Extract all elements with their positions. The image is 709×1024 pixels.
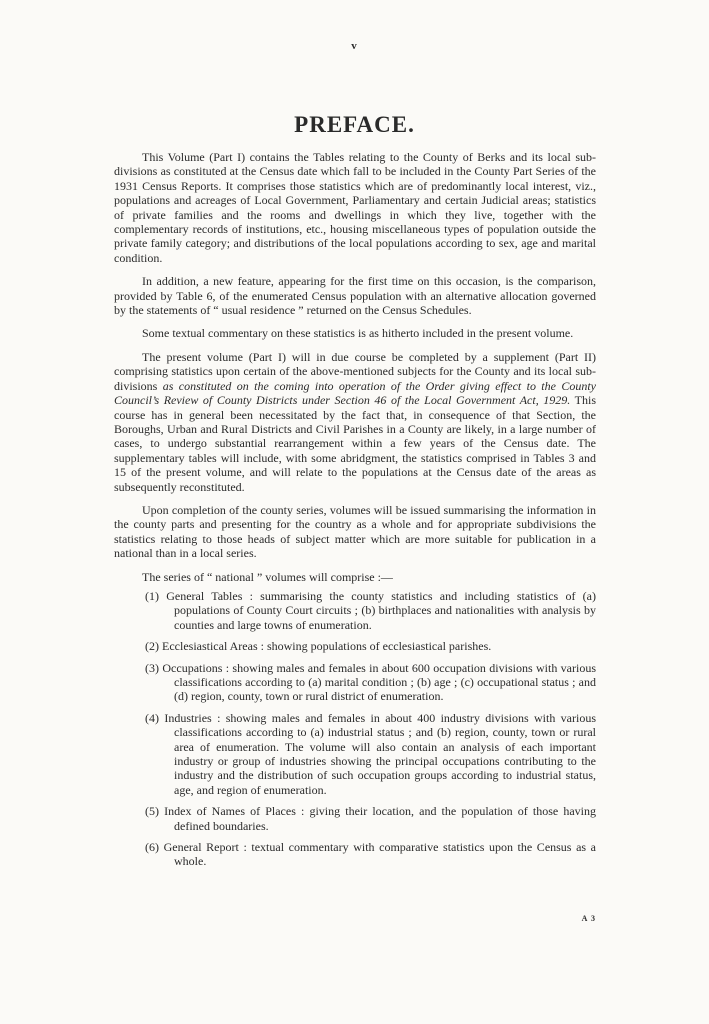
- paragraph-italic-text: as constituted on the coming into operation of the Order giving effect to the County Council’s Review of County Districts under Section 46 of the Local Government Act, 1929.: [114, 378, 596, 408]
- paragraph: [114, 350, 596, 494]
- signature-mark: A 3: [581, 914, 596, 923]
- list-item-number: (3): [145, 660, 159, 675]
- list-item-text: Ecclesiastical Areas : showing populations of ecclesiastical parishes.: [162, 639, 492, 654]
- paragraph: Some textual commentary on these statistics is as hitherto included in the present volume.: [142, 326, 574, 341]
- list-item-text: Index of Names of Places : giving their location, and the population of those having defined boundaries.: [164, 804, 596, 833]
- list-item-text: General Report : textual commentary with comparative statistics upon the Census as a whole.: [163, 840, 596, 869]
- series-list: [114, 589, 596, 869]
- page-number: v: [351, 40, 358, 52]
- paragraph-text: This course has in general been necessitated by the fact that, in consequence of that Section, the Boroughs, Urban and Rural Districts and Civil Parishes in a County are likely, in a large number of cases, to undergo substantial rearrangement within a few years of the Census date. The supplementary tables will include, with some abridgment, the statistics comprised in Tables 3 and 15 of the present volume, and will relate to the populations at the Census date of the areas as subsequently reconstituted.: [114, 393, 596, 494]
- list-item: [114, 840, 596, 869]
- list-item-number: (2): [145, 639, 159, 654]
- list-item: [114, 589, 596, 632]
- list-item-number: (6): [145, 840, 159, 855]
- list-item: [114, 661, 596, 704]
- document-body: [114, 150, 596, 876]
- list-item-text: Industries : showing males and females in about 400 industry divisions with various classifications according to (a) industrial status ; and (b) region, county, town or rural area of enumeration. The volume will also contain an analysis of each important industry or group of industries showing the principal occupations contributing to the industry and the distribution of such occupation groups according to industrial status, age, and region of enumeration.: [164, 710, 597, 797]
- list-item-text: Occupations : showing males and females in about 600 occupation divisions with various classifications according to (a) marital condition ; (b) age ; (c) occupational status ; and (d) region, county, town or rural district of enumeration.: [162, 660, 597, 704]
- list-item-number: (5): [145, 804, 159, 819]
- paragraph: This Volume (Part I) contains the Tables relating to the County of Berks and its local sub-divisions as constituted at the Census date which fall to be included in the County Part Series of the 1931 Census Reports. It comprises those statistics which are of predominantly local interest, viz., populations and acreages of Local Government, Parliamentary and certain Judicial areas; statistics of private families and the rooms and dwellings in which they live, together with the complementary records of institutions, etc., housing miscellaneous types of population outside the private family category; and distributions of the local populations according to sex, age and marital condition.: [114, 150, 596, 265]
- paragraph-text: The present volume (Part I) will in due course be completed by a supplement (Part II) comprising statistics upon certain of the above-mentioned subjects for the County and its local sub-divisions: [114, 349, 596, 393]
- list-item: [114, 639, 596, 653]
- list-item: [114, 711, 596, 797]
- paragraph: Upon completion of the county series, volumes will be issued summarising the information in the county parts and presenting for the country as a whole and for appropriate subdivisions the statistics relating to those heads of subject matter which are more suitable for publication in a national than in a local series.: [114, 502, 596, 561]
- list-item-number: (1): [145, 588, 159, 603]
- page-title: PREFACE.: [294, 112, 415, 137]
- list-item: [114, 804, 596, 833]
- paragraph: In addition, a new feature, appearing for the first time on this occasion, is the comparison, provided by Table 6, of the enumerated Census population with an alternative allocation governed by the statements of “ usual residence ” returned on the Census Schedules.: [114, 274, 596, 318]
- series-list-intro: The series of “ national ” volumes will comprise :—: [142, 569, 393, 584]
- list-item-number: (4): [145, 710, 159, 725]
- list-item-text: General Tables : summarising the county statistics and including statistics of (a) populations of County Court circuits ; (b) birthplaces and nationalities with analysis by counties and large towns of enumeration.: [166, 588, 596, 632]
